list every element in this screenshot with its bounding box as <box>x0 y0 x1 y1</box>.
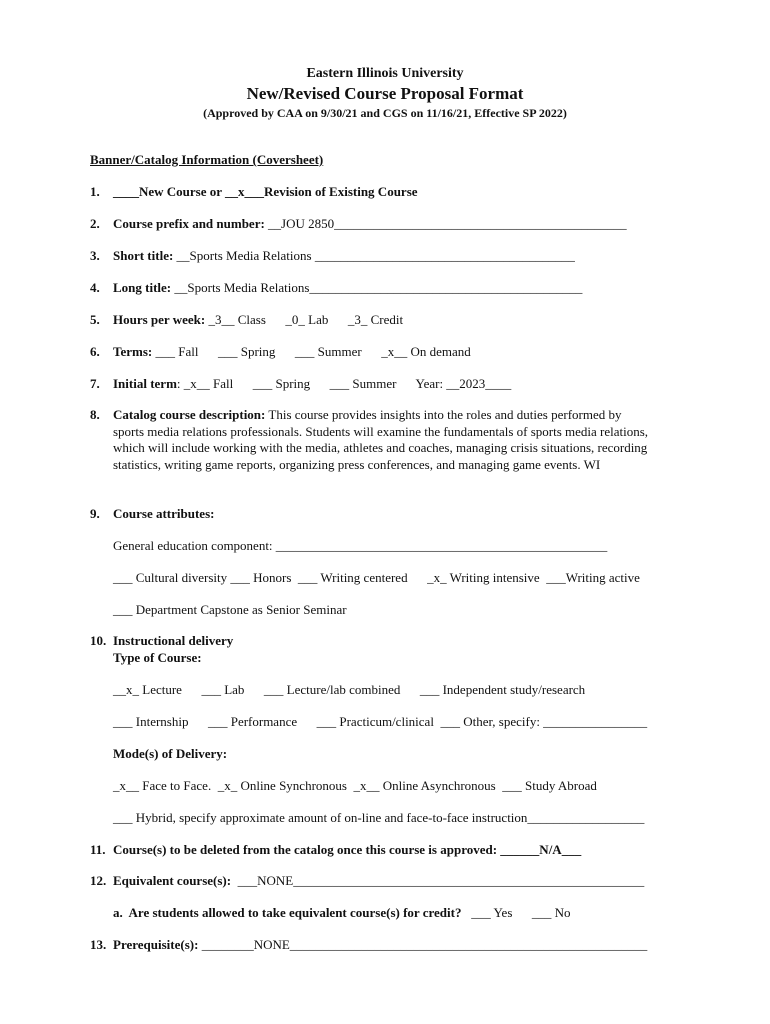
item-13-row <box>113 937 647 953</box>
type-of-course-row-2: ___ Internship ___ Performance ___ Practicum/clinical ___ Other, specify: ________________ <box>113 714 648 729</box>
item-12a-question: a. Are students allowed to take equivalent course(s) for credit? <box>113 905 462 920</box>
item-4-label: Long title: <box>113 280 172 295</box>
type-of-course-label: Type of Course: <box>113 650 202 665</box>
item-4-number: 4. <box>90 280 100 295</box>
item-5-row <box>113 312 403 328</box>
item-10-label: Instructional delivery <box>113 633 234 648</box>
type-of-course-row-1: __x_ Lecture ___ Lab ___ Lecture/lab combined ___ Independent study/research <box>113 682 586 697</box>
item-11-number: 11. <box>90 842 106 857</box>
item-5-number: 5. <box>90 312 100 327</box>
item-7-row <box>113 376 511 392</box>
item-5-value: _3__ Class _0_ Lab _3_ Credit <box>205 312 404 327</box>
item-12-number: 12. <box>90 873 107 888</box>
item-13-number: 13. <box>90 937 107 952</box>
item-12-row <box>113 873 644 889</box>
item-7-label: Initial term <box>113 376 177 391</box>
item-9-number: 9. <box>90 506 100 521</box>
item-4-value: __Sports Media Relations__________________________________________ <box>171 280 583 295</box>
item-8-description <box>113 407 653 473</box>
course-attributes-row: ___ Cultural diversity ___ Honors ___ Writing centered _x_ Writing intensive ___Writing active <box>113 570 640 585</box>
item-9-label: Course attributes: <box>113 506 215 521</box>
item-12a-answer: ___ Yes ___ No <box>461 905 571 920</box>
item-6-number: 6. <box>90 344 100 359</box>
item-12-label: Equivalent course(s): <box>113 873 232 888</box>
item-3-number: 3. <box>90 248 100 263</box>
item-1-text: ____New Course or __x___Revision of Existing Course <box>113 184 418 199</box>
item-7-number: 7. <box>90 376 100 391</box>
mode-of-delivery-row-1: _x__ Face to Face. _x_ Online Synchronous _x__ Online Asynchronous ___ Study Abroad <box>113 778 597 793</box>
item-8-number: 8. <box>90 407 100 422</box>
item-5-label: Hours per week: <box>113 312 206 327</box>
item-12-value: ___NONE______________________________________________________ <box>231 873 645 888</box>
item-1-number: 1. <box>90 184 100 199</box>
gen-ed-component: General education component: ___________________________________________________ <box>113 538 608 553</box>
item-6-row <box>113 344 471 360</box>
item-12a-row <box>113 905 571 921</box>
item-3-label: Short title: <box>113 248 174 263</box>
item-2-value: __JOU 2850_____________________________________________ <box>264 216 627 231</box>
department-capstone: ___ Department Capstone as Senior Seminar <box>113 602 347 617</box>
item-2-number: 2. <box>90 216 100 231</box>
university-name: Eastern Illinois University <box>306 66 464 81</box>
item-8-value: This course provides insights into the roles and duties performed by sports media relations professionals. Students will examine the fundamentals of sports media relations, which will include working with the media, athletes and coaches, managing crisis situations, recording statistics, writing game reports, organizing press conferences, and managing game events. WI <box>113 407 649 472</box>
item-2-row <box>113 216 627 232</box>
mode-of-delivery-row-2: ___ Hybrid, specify approximate amount of on-line and face-to-face instruction__________________ <box>113 810 645 825</box>
item-7-value: : _x__ Fall ___ Spring ___ Summer Year: __2023____ <box>176 376 512 391</box>
item-11-text: Course(s) to be deleted from the catalog once this course is approved: ______N/A___ <box>113 842 582 857</box>
item-3-row <box>113 248 575 264</box>
approval-note: (Approved by CAA on 9/30/21 and CGS on 11/16/21, Effective SP 2022) <box>203 106 567 120</box>
item-8-label: Catalog course description: <box>113 407 266 422</box>
item-6-label: Terms: <box>113 344 153 359</box>
item-13-label: Prerequisite(s): <box>113 937 199 952</box>
mode-of-delivery-label: Mode(s) of Delivery: <box>113 746 228 761</box>
section-heading: Banner/Catalog Information (Coversheet) <box>90 152 324 167</box>
item-10-number: 10. <box>90 633 107 648</box>
item-6-value: ___ Fall ___ Spring ___ Summer _x__ On demand <box>152 344 471 359</box>
item-4-row <box>113 280 582 296</box>
item-3-value: __Sports Media Relations ________________________________________ <box>173 248 575 263</box>
item-13-value: ________NONE_______________________________________________________ <box>198 937 648 952</box>
item-2-label: Course prefix and number: <box>113 216 265 231</box>
document-title: New/Revised Course Proposal Format <box>246 84 524 103</box>
